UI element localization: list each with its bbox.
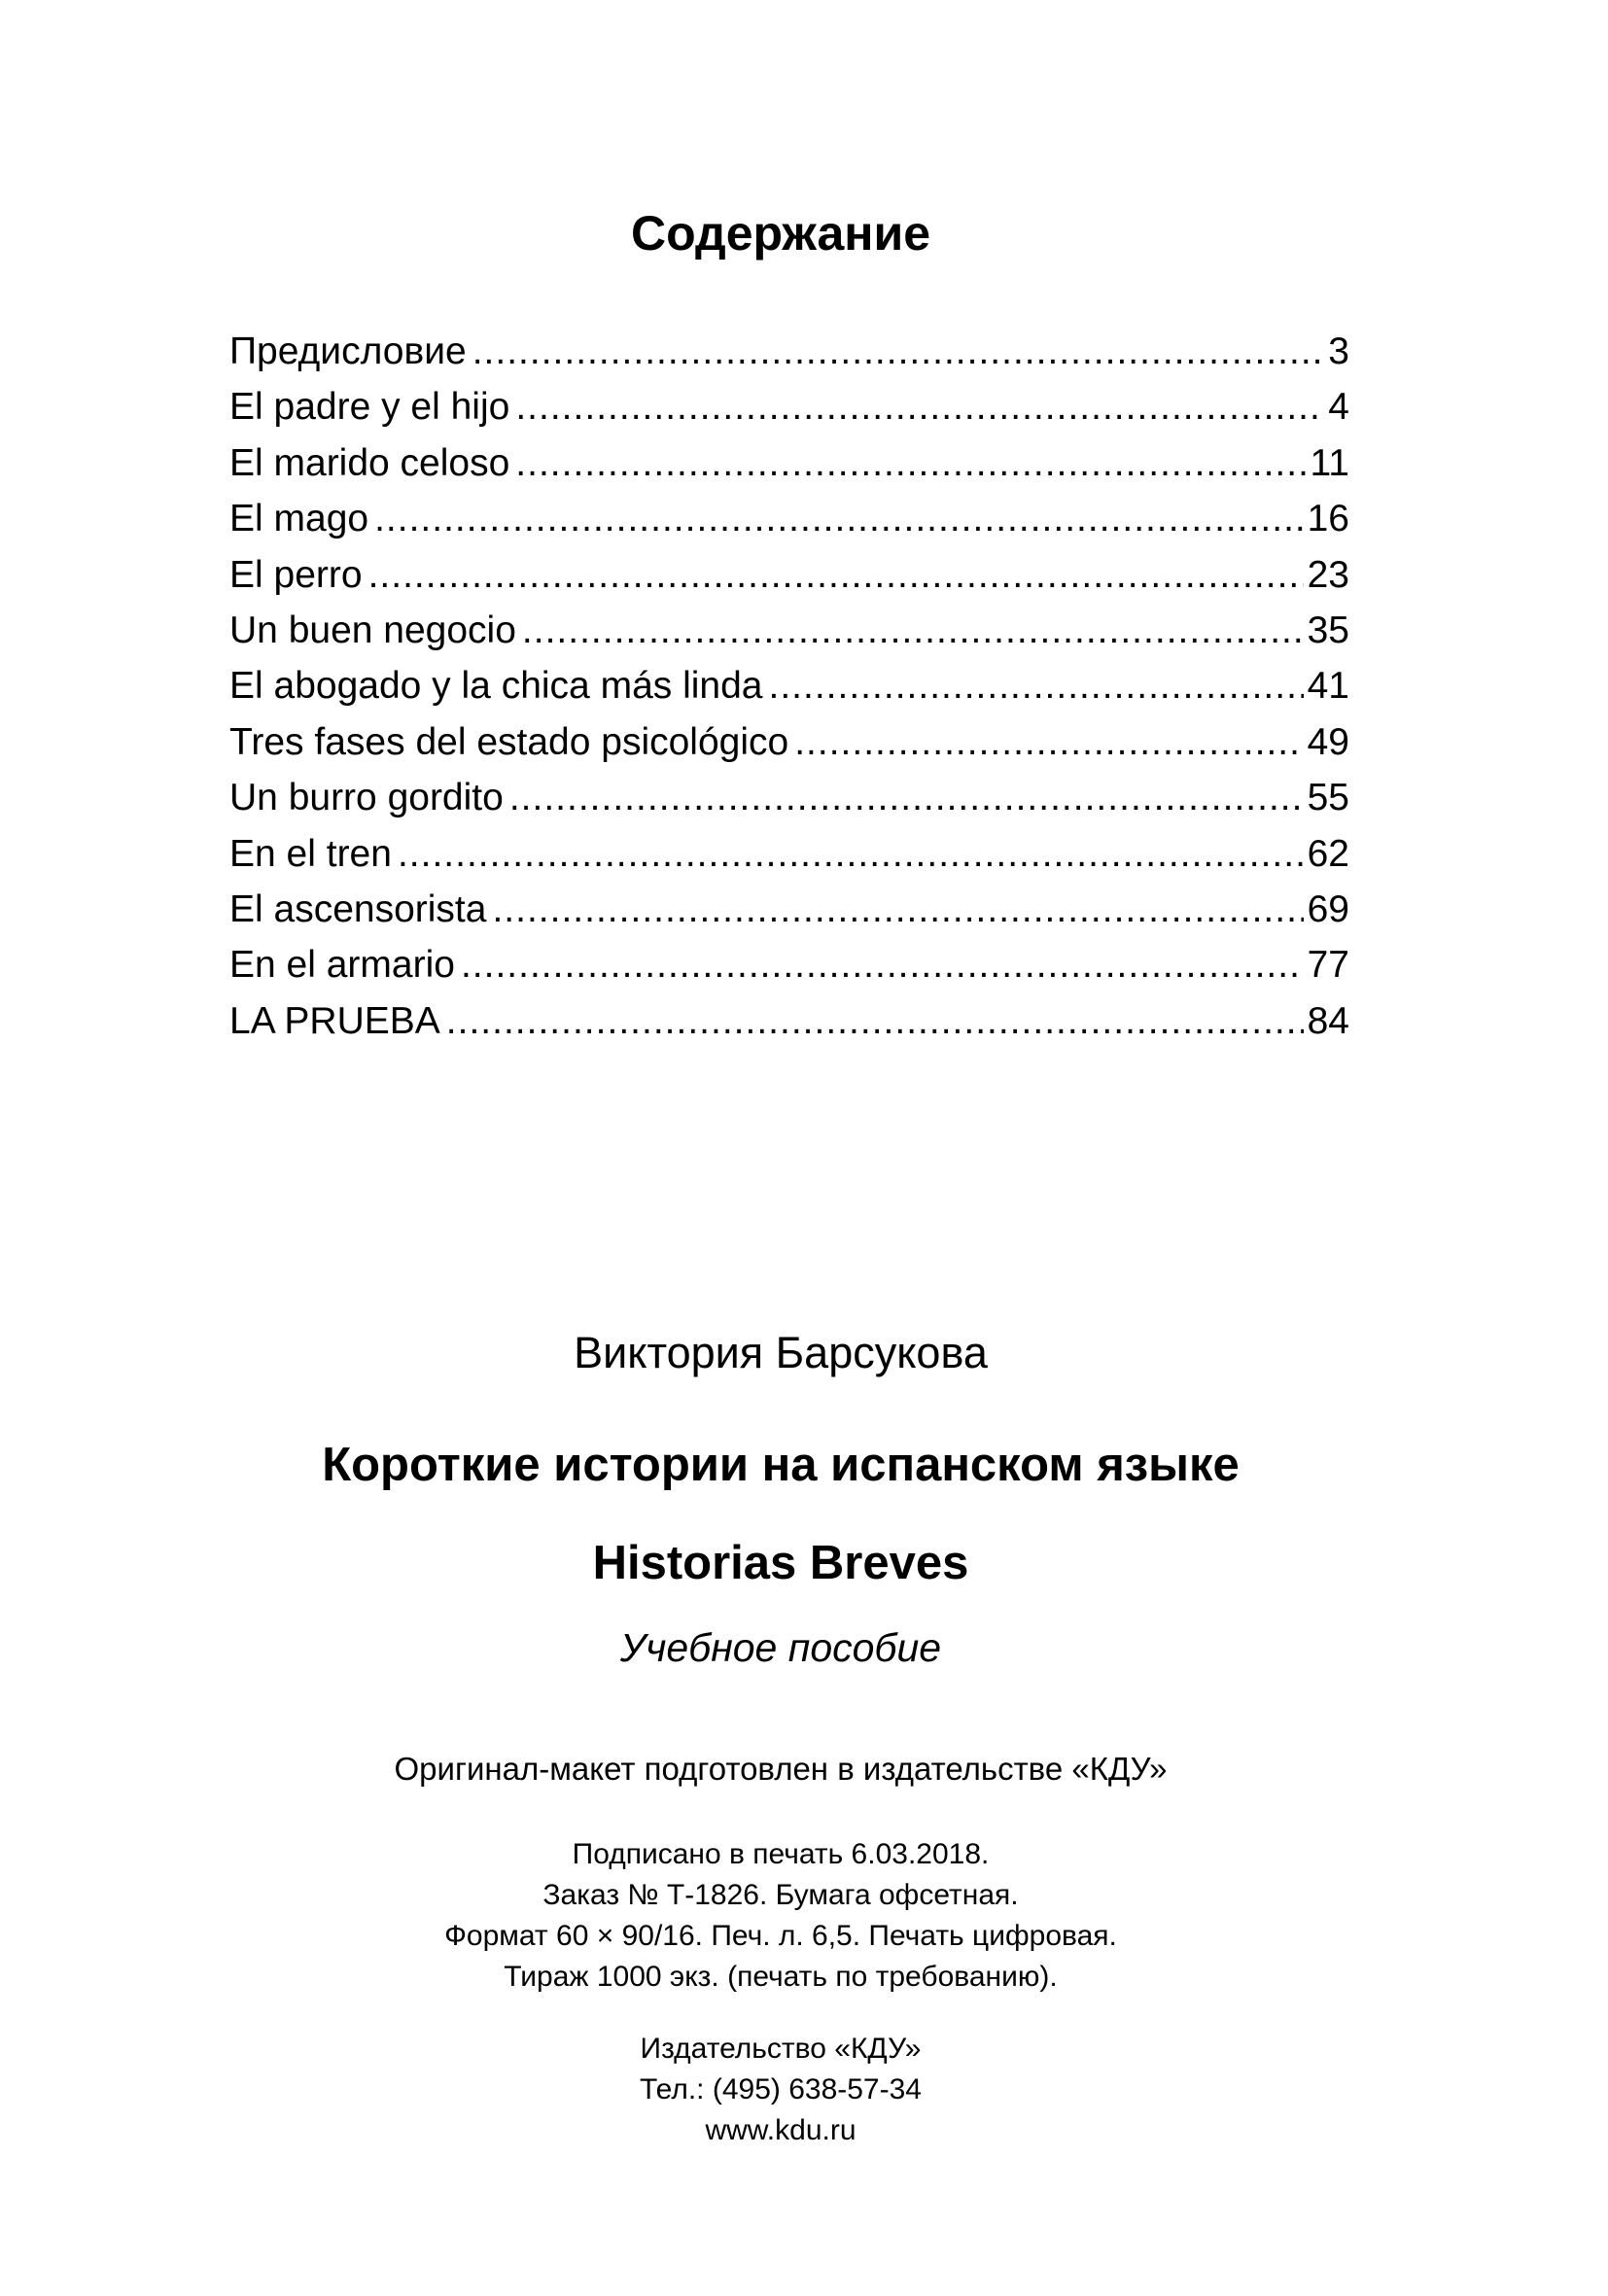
- toc-entry-page: 11: [1310, 441, 1349, 484]
- toc-entry-title: En el armario: [229, 944, 455, 987]
- book-type: Учебное пособие: [619, 1625, 942, 1670]
- toc-entry: [229, 324, 1349, 379]
- toc-dot-leader: [794, 714, 1303, 770]
- toc-entry-title: Un buen negocio: [229, 609, 516, 651]
- publisher-phone: Тел.: (495) 638-57-34: [640, 2073, 922, 2105]
- toc-entry-title: LA PRUEBA: [229, 999, 440, 1042]
- toc-dot-leader: [472, 324, 1325, 379]
- prepared-by-note: Оригинал-макет подготовлен в издательстве «КДУ»: [394, 1751, 1168, 1787]
- toc-entry-title: El marido celoso: [229, 441, 510, 484]
- imprint-line: Формат 60 × 90/16. Печ. л. 6,5. Печать цифровая.: [444, 1920, 1117, 1952]
- toc-entry: [229, 435, 1349, 491]
- toc-entry-page: 3: [1328, 330, 1349, 372]
- toc-dot-leader: [769, 658, 1304, 713]
- toc-dot-leader: [515, 435, 1306, 491]
- imprint-block: [0, 1834, 1561, 1998]
- publisher-name: Издательство «КДУ»: [640, 2033, 922, 2065]
- toc-dot-leader: [446, 993, 1304, 1049]
- toc-dot-leader: [368, 547, 1304, 603]
- toc-entry: [229, 882, 1349, 937]
- toc-heading: Содержание: [630, 206, 931, 261]
- imprint-line: Заказ № Т-1826. Бумага офсетная.: [542, 1879, 1019, 1911]
- toc-entry: [229, 937, 1349, 992]
- toc-entry-page: 55: [1307, 777, 1349, 819]
- toc-entry-title: El padre y el hijo: [229, 386, 510, 429]
- book-title: Короткие истории на испанском языке: [322, 1439, 1240, 1491]
- toc-entry: [229, 826, 1349, 882]
- toc-entry: [229, 658, 1349, 713]
- book-subtitle: Historias Breves: [592, 1537, 969, 1589]
- toc-entry-title: Un burro gordito: [229, 777, 504, 819]
- toc-dot-leader: [374, 491, 1304, 546]
- toc-entry-page: 69: [1307, 887, 1349, 930]
- toc-entry: [229, 491, 1349, 546]
- toc-entry-title: El abogado y la chica más linda: [229, 665, 763, 708]
- toc-entry-title: El ascensorista: [229, 887, 487, 930]
- toc-dot-leader: [461, 937, 1304, 992]
- toc-entry-title: Tres fases del estado psicológico: [229, 720, 789, 763]
- toc-entry-page: 41: [1307, 665, 1349, 708]
- toc-entry: [229, 770, 1349, 825]
- toc-entry-page: 16: [1307, 498, 1349, 540]
- toc-dot-leader: [522, 603, 1304, 658]
- toc-dot-leader: [492, 882, 1303, 937]
- toc-entry-page: 49: [1307, 720, 1349, 763]
- toc-entry-page: 23: [1307, 553, 1349, 596]
- toc-entry: [229, 993, 1349, 1049]
- imprint-line: Подписано в печать 6.03.2018.: [572, 1838, 990, 1870]
- book-author: Виктория Барсукова: [574, 1328, 988, 1377]
- toc-dot-leader: [398, 826, 1304, 882]
- toc-entry-page: 35: [1307, 609, 1349, 651]
- toc-entry-title: En el tren: [229, 832, 392, 875]
- toc-entry-title: El mago: [229, 498, 369, 540]
- toc-entry: [229, 714, 1349, 770]
- toc-entry-page: 84: [1307, 999, 1349, 1042]
- toc-entry: [229, 379, 1349, 435]
- publisher-block: [0, 2029, 1561, 2151]
- toc-entry-title: El perro: [229, 553, 363, 596]
- table-of-contents: [229, 324, 1349, 1049]
- toc-entry: [229, 547, 1349, 603]
- imprint-line: Тираж 1000 экз. (печать по требованию).: [504, 1961, 1058, 1993]
- toc-entry: [229, 603, 1349, 658]
- toc-entry-page: 4: [1328, 386, 1349, 429]
- toc-entry-page: 77: [1307, 944, 1349, 987]
- toc-entry-title: Предисловие: [229, 330, 467, 372]
- publisher-website: www.kdu.ru: [705, 2114, 856, 2146]
- toc-dot-leader: [509, 770, 1304, 825]
- toc-dot-leader: [515, 379, 1324, 435]
- toc-entry-page: 62: [1307, 832, 1349, 875]
